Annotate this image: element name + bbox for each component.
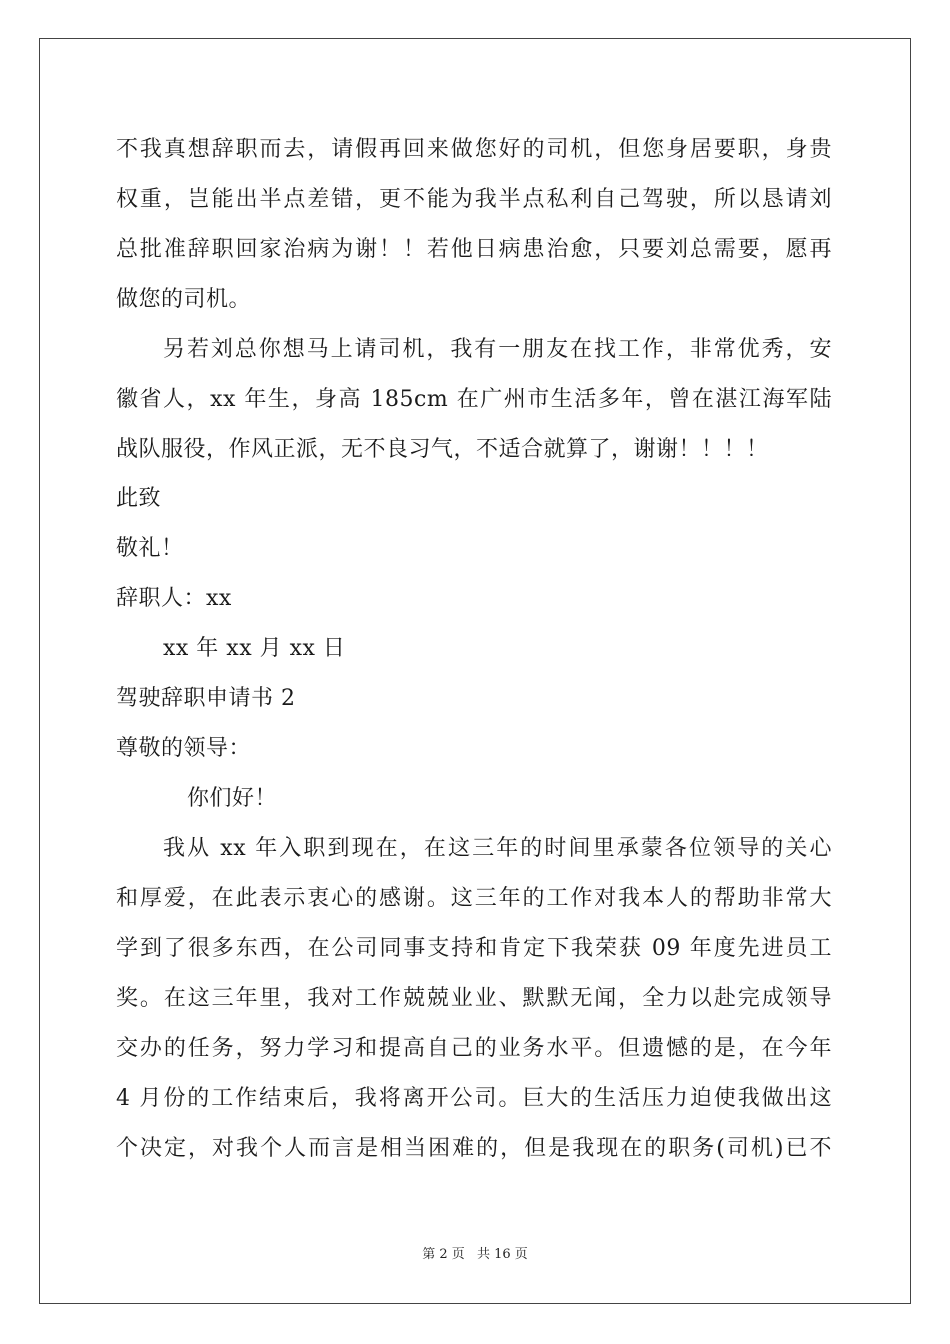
addressee: 尊敬的领导： xyxy=(116,736,252,761)
paragraph-line: 权重，岂能出半点差错，更不能为我半点私利自己驾驶，所以恳请刘 xyxy=(116,187,832,212)
paragraph-line: 不我真想辞职而去，请假再回来做您好的司机，但您身居要职，身贵 xyxy=(116,137,832,162)
greeting: 你们好！ xyxy=(187,786,278,811)
paragraph-line: 总批准辞职回家治病为谢！！若他日病患治愈，只要刘总需要，愿再 xyxy=(116,237,832,262)
signature-line: 辞职人：xx xyxy=(116,586,232,611)
page-total: 共 16 页 xyxy=(476,1247,528,1262)
section-title: 驾驶辞职申请书 2 xyxy=(116,686,296,711)
page-number: 第 2 页 xyxy=(422,1247,465,1262)
paragraph-line: 另若刘总你想马上请司机，我有一朋友在找工作，非常优秀，安 xyxy=(163,337,832,362)
date-line: xx 年 xx 月 xx 日 xyxy=(163,636,346,661)
paragraph-line: 我从 xx 年入职到现在，在这三年的时间里承蒙各位领导的关心 xyxy=(163,836,832,861)
paragraph-line: 交办的任务，努力学习和提高自己的业务水平。但遗憾的是，在今年 xyxy=(116,1036,832,1061)
closing-salutation: 此致 xyxy=(116,486,162,511)
paragraph-line: 学到了很多东西，在公司同事支持和肯定下我荣获 09 年度先进员工 xyxy=(116,936,832,961)
paragraph-line: 战队服役，作风正派，无不良习气，不适合就算了，谢谢！！！！ xyxy=(116,437,769,462)
closing-regards: 敬礼！ xyxy=(116,536,184,561)
page-frame xyxy=(39,38,911,1304)
paragraph-line: 做您的司机。 xyxy=(116,287,252,312)
paragraph-line: 徽省人，xx 年生，身高 185cm 在广州市生活多年，曾在湛江海军陆 xyxy=(116,387,832,412)
paragraph-line: 个决定，对我个人而言是相当困难的，但是我现在的职务(司机)已不 xyxy=(116,1136,832,1161)
paragraph-line: 奖。在这三年里，我对工作兢兢业业、默默无闻，全力以赴完成领导 xyxy=(116,986,832,1011)
paragraph-line: 4 月份的工作结束后，我将离开公司。巨大的生活压力迫使我做出这 xyxy=(116,1086,832,1111)
paragraph-line: 和厚爱，在此表示衷心的感谢。这三年的工作对我本人的帮助非常大 xyxy=(116,886,832,911)
page-footer xyxy=(0,1246,950,1264)
